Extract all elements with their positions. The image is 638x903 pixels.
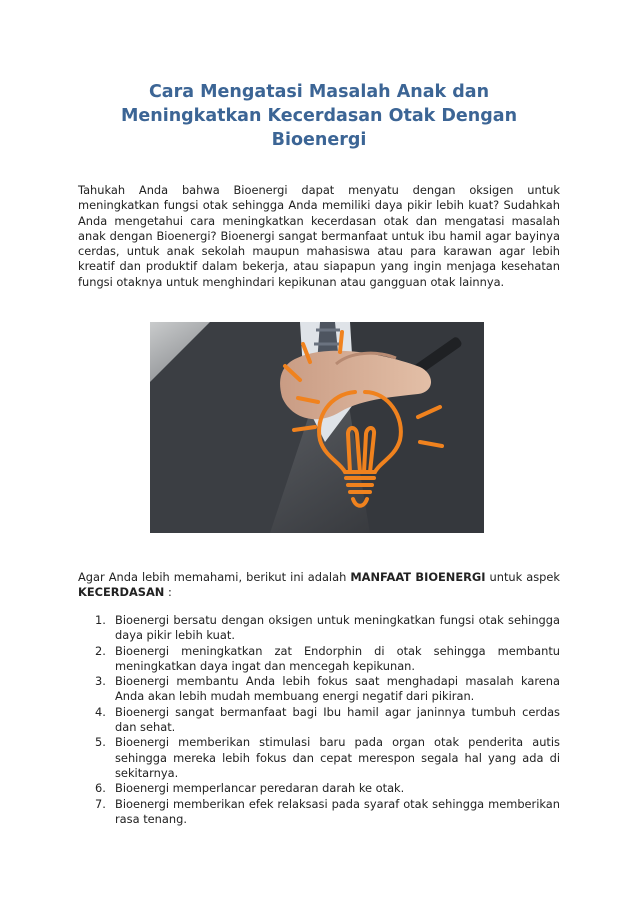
lead-text-end: : (164, 585, 172, 600)
lead-bold-manfaat: MANFAAT BIOENERGI (350, 570, 486, 584)
list-item-number: 3. (95, 674, 106, 689)
list-item-number: 4. (95, 704, 106, 719)
list-item-text: Bioenergi bersatu dengan oksigen untuk meningkatkan fungsi otak sehingga daya pikir lebih kuat. (115, 613, 560, 643)
list-item-number: 1. (95, 613, 106, 627)
list-item (78, 705, 560, 736)
list-item (78, 797, 560, 828)
intro-paragraph: Tahukah Anda bahwa Bioenergi dapat menyatu dengan oksigen untuk meningkatkan fungsi otak sehingga Anda memiliki daya pikir lebih kuat? Sudahkah Anda mengetahui cara meningkatkan kecerdasan otak dan mengatasi masalah anak dengan Bioenergi? Bioenergi sangat bermanfaat untuk ibu hamil agar bayinya cerdas, untuk anak sekolah maupun mahasiswa atau para karawan agar lebih kreatif dan produktif dalam bekerja, atau siapapun yang ingin menjaga kesehatan fungsi otaknya untuk menghindari kepikunan atau gangguan otak lainnya. (78, 183, 560, 289)
list-item-text: Bioenergi memperlancar peredaran darah ke otak. (115, 781, 405, 796)
lightbulb-sketch-icon (150, 322, 484, 533)
list-item-number: 6. (95, 781, 106, 796)
page-title: Cara Mengatasi Masalah Anak dan Meningkatkan Kecerdasan Otak Dengan Bioenergi (120, 82, 518, 150)
lead-text-start: Agar Anda lebih memahami, berikut ini adalah (78, 570, 351, 584)
list-item (78, 613, 560, 644)
list-item (78, 674, 560, 705)
list-item (78, 644, 560, 675)
list-item-text: Bioenergi sangat bermanfaat bagi Ibu hamil agar janinnya tumbuh cerdas dan sehat. (115, 704, 560, 735)
list-item-number: 2. (95, 643, 106, 658)
benefits-lead-paragraph (78, 570, 560, 601)
list-item-text: Bioenergi memberikan stimulasi baru pada organ otak penderita autis sehingga mereka lebih fokus dan cepat merespon segala hal yang ada di sekitarnya. (115, 735, 560, 780)
list-item-number: 5. (95, 735, 106, 750)
list-item-text: Bioenergi memberikan efek relaksasi pada syaraf otak sehingga memberikan rasa tenang. (115, 796, 560, 826)
lead-bold-kecerdasan: KECERDASAN (78, 585, 165, 600)
list-item-text: Bioenergi meningkatkan zat Endorphin di otak sehingga membantu meningkatkan daya ingat dan mencegah kepikunan. (115, 643, 560, 673)
benefits-list (78, 613, 560, 827)
lightbulb-sketch-figure (150, 322, 484, 533)
lead-text-middle: untuk aspek (485, 570, 561, 584)
list-item (78, 735, 560, 781)
list-item-number: 7. (95, 796, 106, 811)
list-item (78, 781, 560, 796)
list-item-text: Bioenergi membantu Anda lebih fokus saat menghadapi masalah karena Anda akan lebih mudah membuang energi negatif dari pikiran. (115, 674, 560, 704)
